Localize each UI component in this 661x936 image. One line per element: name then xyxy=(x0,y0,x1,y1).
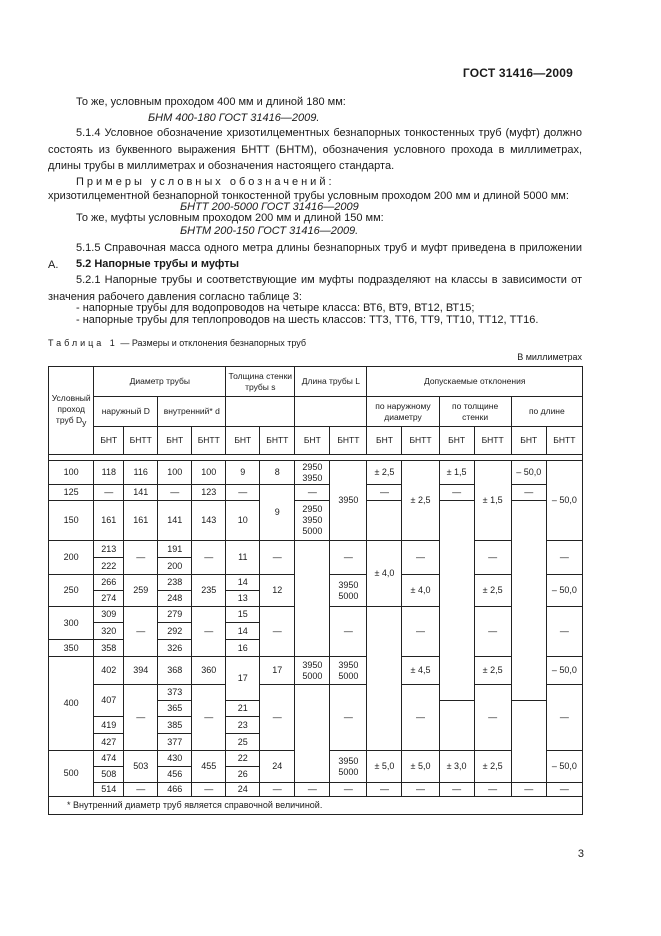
header-dev-wall: по толщине стенки xyxy=(439,397,511,427)
table-cell: 377 xyxy=(158,734,192,751)
table-cell: — xyxy=(192,783,226,797)
table-cell: 9 xyxy=(226,461,260,485)
col-bnt: БНТ xyxy=(511,427,546,455)
table-cell: 24 xyxy=(260,751,295,783)
table-cell: 143 xyxy=(192,501,226,541)
col-bntt: БНТТ xyxy=(124,427,158,455)
table-cell: 365 xyxy=(158,701,192,717)
table-cell: 368 xyxy=(158,657,192,685)
paragraph-5-2-1: 5.2.1 Напорные трубы и соответствующие им муфты подразделяют на классы в зависимости от значения рабочего давления согласно таблице 3: xyxy=(48,274,582,303)
col-bnt: БНТ xyxy=(367,427,402,455)
table-cell: ± 2,5 xyxy=(402,461,439,541)
table-cell xyxy=(511,751,546,783)
header-dev-outer: по наружному диаметру xyxy=(367,397,439,427)
table-cell: 407 xyxy=(94,685,124,717)
table-cell: 150 xyxy=(49,501,94,541)
header-dev-length: по длине xyxy=(511,397,582,427)
col-bntt: БНТТ xyxy=(474,427,511,455)
table-cell: 26 xyxy=(226,767,260,783)
table-cell: ± 2,5 xyxy=(474,751,511,783)
table-cell: ± 5,0 xyxy=(402,751,439,783)
table-cell: — xyxy=(192,607,226,657)
table-cell: ± 2,5 xyxy=(367,461,402,485)
table-cell: — xyxy=(260,783,295,797)
table-cell: 385 xyxy=(158,717,192,734)
table-cell: ± 3,0 xyxy=(439,751,474,783)
table-cell: — xyxy=(546,685,582,751)
table-cell: 292 xyxy=(158,623,192,640)
table-cell: ± 1,5 xyxy=(439,461,474,485)
table-cell: 238 xyxy=(158,575,192,591)
table-cell: проход xyxy=(57,403,85,414)
examples-title: Примеры условных обозначений: xyxy=(76,176,335,188)
table-cell: 3950 5000 xyxy=(330,657,367,685)
table-cell: — xyxy=(546,783,582,797)
table-cell: у xyxy=(82,417,87,428)
table-cell: 200 xyxy=(158,558,192,575)
table-cell: 17 xyxy=(260,657,295,685)
header-inner: внутренний* d xyxy=(158,397,226,427)
table-cell: 514 xyxy=(94,783,124,797)
table-cell: Таблица 1 xyxy=(48,338,118,348)
table-cell: – 50,0 xyxy=(546,575,582,607)
table-cell: 3950 xyxy=(330,461,367,541)
header-diameter: Диаметр трубы xyxy=(94,367,226,397)
table-cell xyxy=(295,751,330,783)
table-cell: 14 xyxy=(226,623,260,640)
table-cell: — xyxy=(260,685,295,751)
table-cell: 455 xyxy=(192,751,226,783)
header-wall-thickness: Толщина стенки трубы s xyxy=(226,367,295,397)
table-cell xyxy=(295,541,330,657)
table-cell: 100 xyxy=(158,461,192,485)
table-cell: 402 xyxy=(94,657,124,685)
col-bntt: БНТТ xyxy=(330,427,367,455)
table-row xyxy=(49,685,583,701)
table-cell: 259 xyxy=(124,575,158,607)
section-5-2-title: 5.2 Напорные трубы и муфты xyxy=(76,258,240,270)
table-cell: 500 xyxy=(49,751,94,797)
table-cell: 456 xyxy=(158,767,192,783)
table-cell: — xyxy=(192,541,226,575)
table-cell: — xyxy=(402,607,439,657)
table-caption xyxy=(48,338,306,348)
table-cell: 300 xyxy=(49,607,94,640)
table-cell: – 50,0 xyxy=(546,751,582,783)
table-cell: 116 xyxy=(124,461,158,485)
table-cell: 161 xyxy=(124,501,158,541)
paragraph-5-1-5: 5.1.5 Справочная масса одного метра длины безнапорных труб и муфт приведена в приложении А. xyxy=(48,242,582,271)
table-cell: 10 xyxy=(226,501,260,541)
paragraph-example-bnm: То же, условным проходом 400 мм и длиной 180 мм: xyxy=(76,96,346,108)
code-bnm: БНМ 400-180 ГОСТ 31416—2009. xyxy=(148,112,320,124)
table-cell: 419 xyxy=(94,717,124,734)
table-cell: 3950 5000 xyxy=(330,751,367,783)
table-cell: — xyxy=(124,783,158,797)
table-cell: 3950 5000 xyxy=(295,657,330,685)
table-cell: 400 xyxy=(49,657,94,751)
table-cell: 125 xyxy=(49,485,94,501)
table-cell: 279 xyxy=(158,607,192,623)
col-bnt: БНТ xyxy=(158,427,192,455)
paragraph-example-bntm: То же, муфты условным проходом 200 мм и длиной 150 мм: xyxy=(76,212,384,224)
table-cell: — xyxy=(439,783,474,797)
code-bntt: БНТТ 200-5000 ГОСТ 31416—2009 xyxy=(180,201,359,213)
col-bntt: БНТТ xyxy=(402,427,439,455)
table-cell: 350 xyxy=(49,640,94,657)
table-cell: — xyxy=(330,541,367,575)
table-cell: — xyxy=(439,485,474,501)
table-cell: — xyxy=(295,485,330,501)
table-cell: 100 xyxy=(192,461,226,485)
table-cell: Условный xyxy=(51,392,91,403)
table-cell: – 50,0 xyxy=(546,461,582,541)
col-bntt: БНТТ xyxy=(546,427,582,455)
table-cell: 13 xyxy=(226,591,260,607)
header-outer: наружный D xyxy=(94,397,158,427)
table-cell: 427 xyxy=(94,734,124,751)
table-cell: 25 xyxy=(226,734,260,751)
table-cell: 373 xyxy=(158,685,192,701)
table-cell: — xyxy=(124,685,158,751)
table-cell: 466 xyxy=(158,783,192,797)
table-cell: — xyxy=(330,685,367,751)
list-water-classes: - напорные трубы для водопроводов на четыре класса: ВТ6, ВТ9, ВТ12, ВТ15; xyxy=(76,302,475,314)
table-cell: — xyxy=(367,783,402,797)
table-row xyxy=(49,783,583,797)
table-cell xyxy=(367,501,402,541)
table-cell: 309 xyxy=(94,607,124,623)
table-cell: — xyxy=(546,541,582,575)
table-row xyxy=(49,751,583,767)
table-cell xyxy=(511,501,546,541)
table-cell: 248 xyxy=(158,591,192,607)
table-cell: 235 xyxy=(192,575,226,607)
paragraph-example-bntt: хризотилцементной безнапорной тонкостенной трубы условным проходом 200 мм и длиной 5000 мм: xyxy=(48,190,569,202)
table-row xyxy=(49,541,583,558)
table-cell: 326 xyxy=(158,640,192,657)
table-cell: — xyxy=(511,485,546,501)
table-cell: — xyxy=(226,485,260,501)
table-cell xyxy=(295,685,330,734)
table-cell: 15 xyxy=(226,607,260,623)
col-bntt: БНТТ xyxy=(192,427,226,455)
page-number: 3 xyxy=(577,848,584,860)
col-bnt: БНТ xyxy=(295,427,330,455)
table-units: В миллиметрах xyxy=(517,352,582,362)
table-cell: — xyxy=(124,541,158,575)
table-cell: 14 xyxy=(226,575,260,591)
table-row xyxy=(49,657,583,685)
table-cell: 213 xyxy=(94,541,124,558)
table-cell: 161 xyxy=(94,501,124,541)
table-cell: 222 xyxy=(94,558,124,575)
table-cell: — xyxy=(474,783,511,797)
table-cell: 394 xyxy=(124,657,158,685)
col-bnt: БНТ xyxy=(439,427,474,455)
table-footnote: * Внутренний диаметр труб является справочной величиной. xyxy=(49,797,583,815)
table-cell: — Размеры и отклонения безнапорных труб xyxy=(120,338,306,348)
table-cell: 266 xyxy=(94,575,124,591)
table-cell: 191 xyxy=(158,541,192,558)
table-cell: — xyxy=(158,485,192,501)
table-cell: 3950 5000 xyxy=(330,575,367,607)
table-cell: ± 4,0 xyxy=(367,541,402,607)
table-cell: 9 xyxy=(260,485,295,541)
col-bnt: БНТ xyxy=(94,427,124,455)
pipe-dimensions-table xyxy=(48,366,583,815)
table-cell: 16 xyxy=(226,640,260,657)
table-cell: 100 xyxy=(49,461,94,485)
table-cell xyxy=(439,501,474,541)
table-cell: 2950 3950 5000 xyxy=(295,501,330,541)
table-cell: ± 2,5 xyxy=(474,575,511,607)
table-cell: 141 xyxy=(124,485,158,501)
table-cell: – 50,0 xyxy=(511,461,546,485)
table-cell: 141 xyxy=(158,501,192,541)
table-cell: ± 1,5 xyxy=(474,461,511,541)
table-cell: — xyxy=(402,783,439,797)
table-cell xyxy=(511,541,546,701)
header-nominal-bore xyxy=(49,367,94,455)
table-cell: — xyxy=(260,541,295,575)
table-cell: 508 xyxy=(94,767,124,783)
table-cell: 200 xyxy=(49,541,94,575)
table-cell: – 50,0 xyxy=(546,657,582,685)
table-cell: ± 2,5 xyxy=(474,657,511,685)
col-bntt: БНТТ xyxy=(260,427,295,455)
table-cell: — xyxy=(192,685,226,751)
table-row xyxy=(49,461,583,485)
table-cell: 21 xyxy=(226,701,260,717)
table-cell: 118 xyxy=(94,461,124,485)
table-cell: ± 4,5 xyxy=(402,657,439,685)
table-cell: 17 xyxy=(226,657,260,701)
table-cell: — xyxy=(402,685,439,751)
table-cell: 360 xyxy=(192,657,226,685)
table-cell: 320 xyxy=(94,623,124,640)
code-bntm: БНТМ 200-150 ГОСТ 31416—2009. xyxy=(180,225,359,237)
table-cell: 8 xyxy=(260,461,295,485)
table-cell xyxy=(439,541,474,701)
table-cell: 11 xyxy=(226,541,260,575)
table-cell: — xyxy=(124,607,158,657)
table-cell: 430 xyxy=(158,751,192,767)
table-cell: ± 4,0 xyxy=(402,575,439,607)
table-cell: труб D xyxy=(55,414,83,425)
table-cell: — xyxy=(474,541,511,575)
table-cell: — xyxy=(474,685,511,751)
table-cell: — xyxy=(330,607,367,657)
table-cell: — xyxy=(367,485,402,501)
table-cell: — xyxy=(94,485,124,501)
table-cell: 123 xyxy=(192,485,226,501)
table-cell: — xyxy=(295,783,330,797)
table-cell: — xyxy=(330,783,367,797)
table-cell: 2950 3950 xyxy=(295,461,330,485)
table-cell: 12 xyxy=(260,575,295,607)
header-length-cont xyxy=(295,397,367,427)
table-cell: — xyxy=(511,783,546,797)
header-deviations: Допускаемые отклонения xyxy=(367,367,583,397)
header-wall-cont xyxy=(226,397,295,427)
table-cell: 22 xyxy=(226,751,260,767)
table-cell: 474 xyxy=(94,751,124,767)
table-cell: ± 5,0 xyxy=(367,751,402,783)
table-cell: 274 xyxy=(94,591,124,607)
table-cell: 23 xyxy=(226,717,260,734)
list-heat-classes: - напорные трубы для теплопроводов на шесть классов: ТТ3, ТТ6, ТТ9, ТТ10, ТТ12, ТТ16. xyxy=(76,314,539,326)
table-cell: — xyxy=(546,607,582,657)
paragraph-5-1-4: 5.1.4 Условное обозначение хризотилцементных безнапорных тонкостенных труб (муфт) должно состоять из буквенного выражения БНТТ (БНТМ), обозначения условного прохода в миллиметрах, длины трубы в миллиметрах и обозначения настоящего стандарта. xyxy=(48,127,582,172)
standard-number: ГОСТ 31416—2009 xyxy=(462,66,573,80)
col-bnt: БНТ xyxy=(226,427,260,455)
table-cell: — xyxy=(402,541,439,575)
table-cell xyxy=(295,734,330,751)
table-cell: 250 xyxy=(49,575,94,607)
table-cell xyxy=(367,607,402,717)
table-cell: 503 xyxy=(124,751,158,783)
header-length: Длина трубы L xyxy=(295,367,367,397)
table-cell: 24 xyxy=(226,783,260,797)
table-cell: — xyxy=(474,607,511,657)
table-cell: — xyxy=(260,607,295,657)
table-cell: 358 xyxy=(94,640,124,657)
